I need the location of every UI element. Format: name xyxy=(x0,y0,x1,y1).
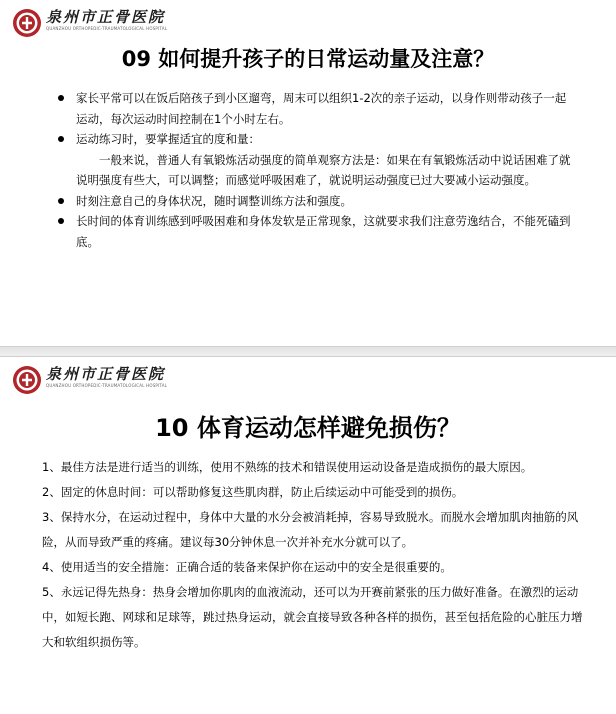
bullet-text: 运动练习时，要掌握适宜的度和量： xyxy=(76,132,260,146)
numbered-list xyxy=(42,455,588,655)
slide-title: 09 如何提升孩子的日常运动量及注意？ xyxy=(121,47,495,71)
brand-subtitle: QUANZHOU ORTHOPEDIC-TRAUMATOLOGICAL HOSPITAL xyxy=(46,383,168,388)
bullet-dot-icon xyxy=(58,95,64,101)
hospital-logo-icon xyxy=(12,8,42,38)
list-item: 2、固定的休息时间：可以帮助修复这些肌肉群，防止后续运动中可能受到的损伤。 xyxy=(42,485,464,499)
bullet-dot-icon xyxy=(58,198,64,204)
list-item: 1、最佳方法是进行适当的训练，使用不熟练的技术和错误使用运动设备是造成损伤的最大原因。 xyxy=(42,460,533,474)
bullet-dot-icon xyxy=(58,218,64,224)
bullet-item xyxy=(56,129,572,150)
hospital-header xyxy=(12,8,167,42)
bullet-list xyxy=(56,88,572,252)
brand xyxy=(46,365,167,389)
list-item: 4、使用适当的安全措施：正确合适的装备来保护你在运动中的安全是很重要的。 xyxy=(42,560,452,574)
slide-divider xyxy=(0,346,616,357)
brand-name: 泉州市正骨医院 xyxy=(46,365,166,383)
slide-10 xyxy=(0,357,616,714)
brand-name: 泉州市正骨医院 xyxy=(46,8,166,26)
sub-paragraph: 一般来说，普通人有氧锻炼活动强度的简单观察方法是：如果在有氧锻炼活动中说话困难了就说明强度有些大，可以调整；而感觉呼吸困难了，就说明运动强度已过大要减小运动强度。 xyxy=(76,152,571,187)
hospital-header xyxy=(12,365,167,399)
bullet-dot-icon xyxy=(58,136,64,142)
bullet-item xyxy=(56,211,572,252)
hospital-logo-icon xyxy=(12,365,42,395)
brand-subtitle: QUANZHOU ORTHOPEDIC-TRAUMATOLOGICAL HOSPITAL xyxy=(46,26,168,31)
bullet-text: 家长平常可以在饭后陪孩子到小区遛弯，周末可以组织1-2次的亲子运动，以身作则带动孩子一起运动，每次运动时间控制在1个小时左右。 xyxy=(76,91,567,126)
brand xyxy=(46,8,167,32)
list-item: 5、永远记得先热身：热身会增加你肌肉的血液流动，还可以为开赛前紧张的压力做好准备。在激烈的运动中，如短长跑、网球和足球等，跳过热身运动，就会直接导致各种各样的损伤，甚至包括危险的心脏压力增大和软组织损伤等。 xyxy=(42,585,583,649)
bullet-item xyxy=(56,88,572,129)
slide-title: 10 体育运动怎样避免损伤？ xyxy=(155,414,461,442)
bullet-text: 时刻注意自己的身体状况，随时调整训练方法和强度。 xyxy=(76,193,352,208)
bullet-item xyxy=(56,191,572,212)
slide-09 xyxy=(0,0,616,346)
list-item: 3、保持水分，在运动过程中，身体中大量的水分会被消耗掉，容易导致脱水。而脱水会增加肌肉抽筋的风险，从而导致严重的疼痛。建议每30分钟休息一次并补充水分就可以了。 xyxy=(42,510,579,549)
bullet-text: 长时间的体育训练感到呼吸困难和身体发软是正常现象，这就要求我们注意劳逸结合，不能死磕到底。 xyxy=(76,214,571,249)
